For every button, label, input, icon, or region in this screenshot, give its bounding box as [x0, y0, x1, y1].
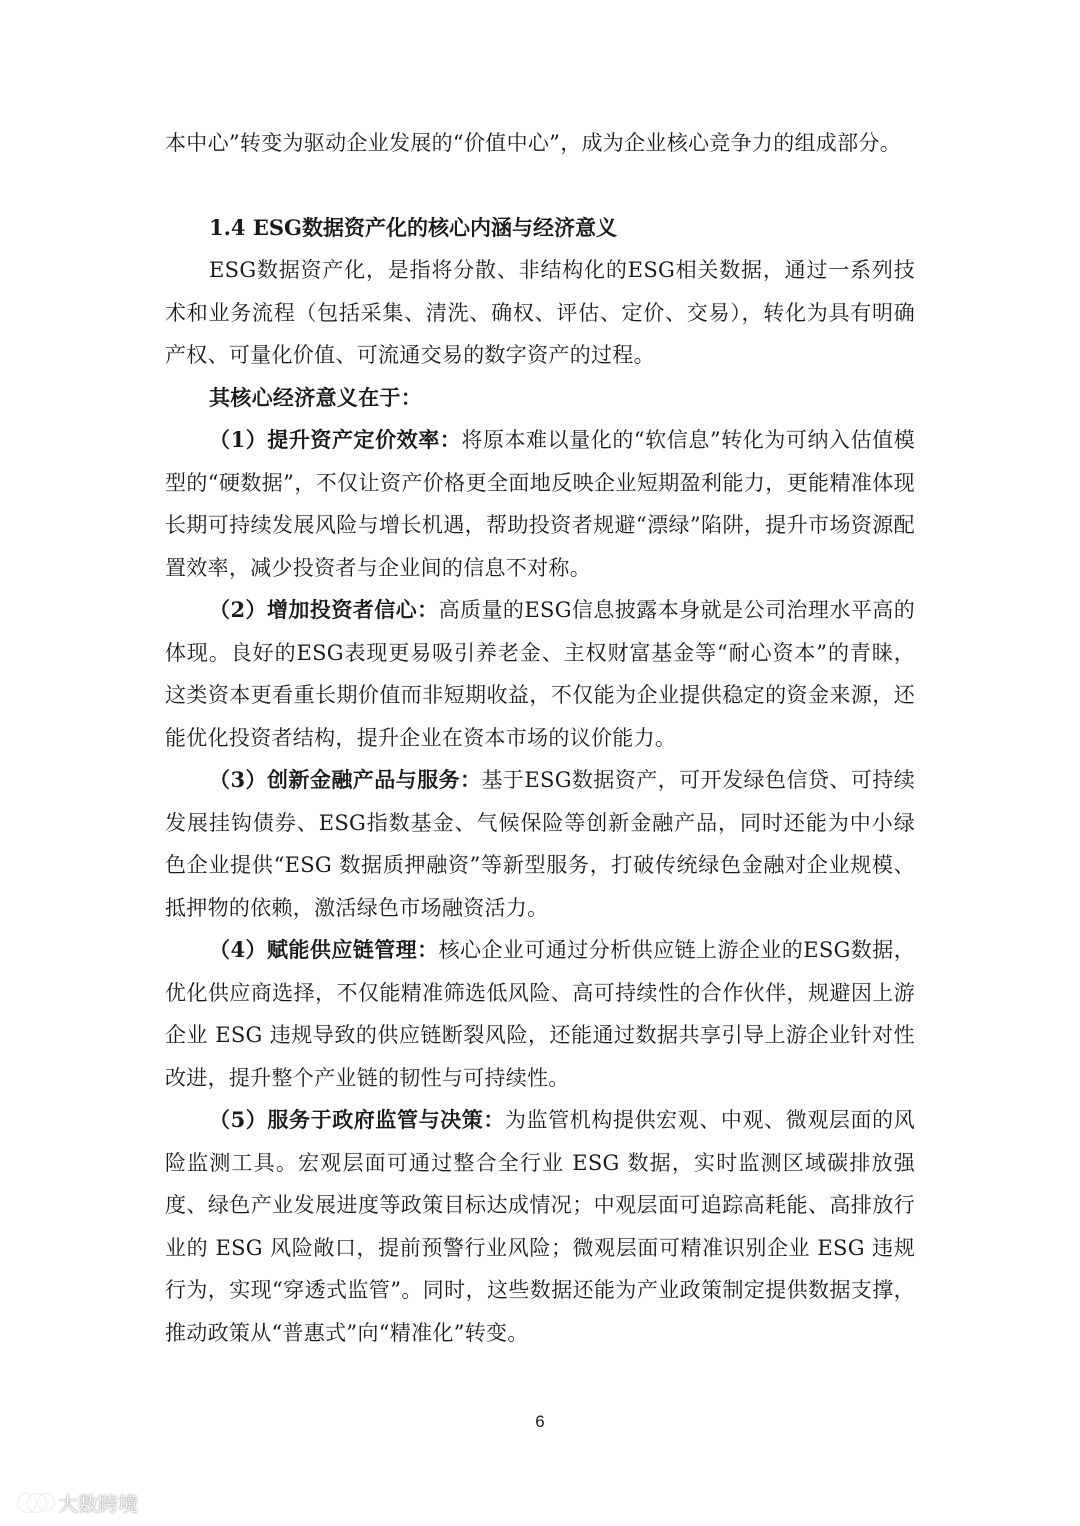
point-text: 核心企业可通过分析供应链上游企业的ESG数据，优化供应商选择，不仅能精准筛选低风险、高可持续性的合作伙伴，规避因上游企业 ESG 违规导致的供应链断裂风险，还能通过数据共享引导上游企业针对性改进，提升整个产业链的韧性与可持续性。: [165, 938, 915, 1090]
point-label: （3）创新金融产品与服务：: [209, 767, 482, 792]
point-label: （5）服务于政府监管与决策：: [209, 1107, 505, 1132]
point-text: 为监管机构提供宏观、中观、微观层面的风险监测工具。宏观层面可通过整合全行业 ESG 数据，实时监测区域碳排放强度、绿色产业发展进度等政策目标达成情况；中观层面可追踪高耗能、高排放行业的 ESG 风险敞口，提前预警行业风险；微观层面可精准识别企业 ESG 违规行为，实现“穿透式监管”。同时，这些数据还能为产业政策制定提供数据支撑，推动政策从“普惠式”向“精准化”转变。: [165, 1108, 916, 1345]
point-label: （1）提升资产定价效率：: [209, 427, 462, 452]
point-text: 高质量的ESG信息披露本身就是公司治理水平高的体现。良好的ESG表现更易吸引养老金、主权财富基金等“耐心资本”的青睐，这类资本更看重长期价值而非短期收益，不仅能为企业提供稳定的资金来源，还能优化投资者结构，提升企业在资本市场的议价能力。: [165, 598, 915, 750]
point-paragraph-1: [165, 419, 915, 589]
point-paragraph-2: [165, 589, 915, 759]
point-label: （2）增加投资者信心：: [209, 597, 439, 622]
watermark-logo-icon: [18, 1492, 52, 1514]
page-number: 6: [535, 1412, 545, 1431]
definition-paragraph: ESG数据资产化，是指将分散、非结构化的ESG相关数据，通过一系列技术和业务流程（包括采集、清洗、确权、评估、定价、交易），转化为具有明确产权、可量化价值、可流通交易的数字资产的过程。: [165, 258, 915, 367]
point-paragraph-5: [165, 1099, 915, 1354]
point-paragraph-3: [165, 759, 915, 929]
continuation-paragraph: 本中心”转变为驱动企业发展的“价值中心”，成为企业核心竞争力的组成部分。: [165, 131, 902, 155]
point-label: （4）赋能供应链管理：: [209, 937, 439, 962]
watermark-text: 大数跨境: [58, 1492, 138, 1516]
point-text: 基于ESG数据资产，可开发绿色信贷、可持续发展挂钩债券、ESG指数基金、气候保险等创新金融产品，同时还能为中小绿色企业提供“ESG 数据质押融资”等新型服务，打破传统绿色金融对企业规模、抵押物的依赖，激活绿色市场融资活力。: [165, 768, 915, 920]
section-heading: 1.4 ESG数据资产化的核心内涵与经济意义: [209, 215, 617, 240]
point-text: 将原本难以量化的“软信息”转化为可纳入估值模型的“硬数据”，不仅让资产价格更全面地反映企业短期盈利能力，更能精准体现长期可持续发展风险与增长机遇，帮助投资者规避“漂绿”陷阱，提升市场资源配置效率，减少投资者与企业间的信息不对称。: [165, 428, 915, 580]
watermark: [18, 1488, 138, 1517]
point-paragraph-4: [165, 929, 915, 1099]
lead-in-paragraph: 其核心经济意义在于：: [209, 385, 422, 410]
